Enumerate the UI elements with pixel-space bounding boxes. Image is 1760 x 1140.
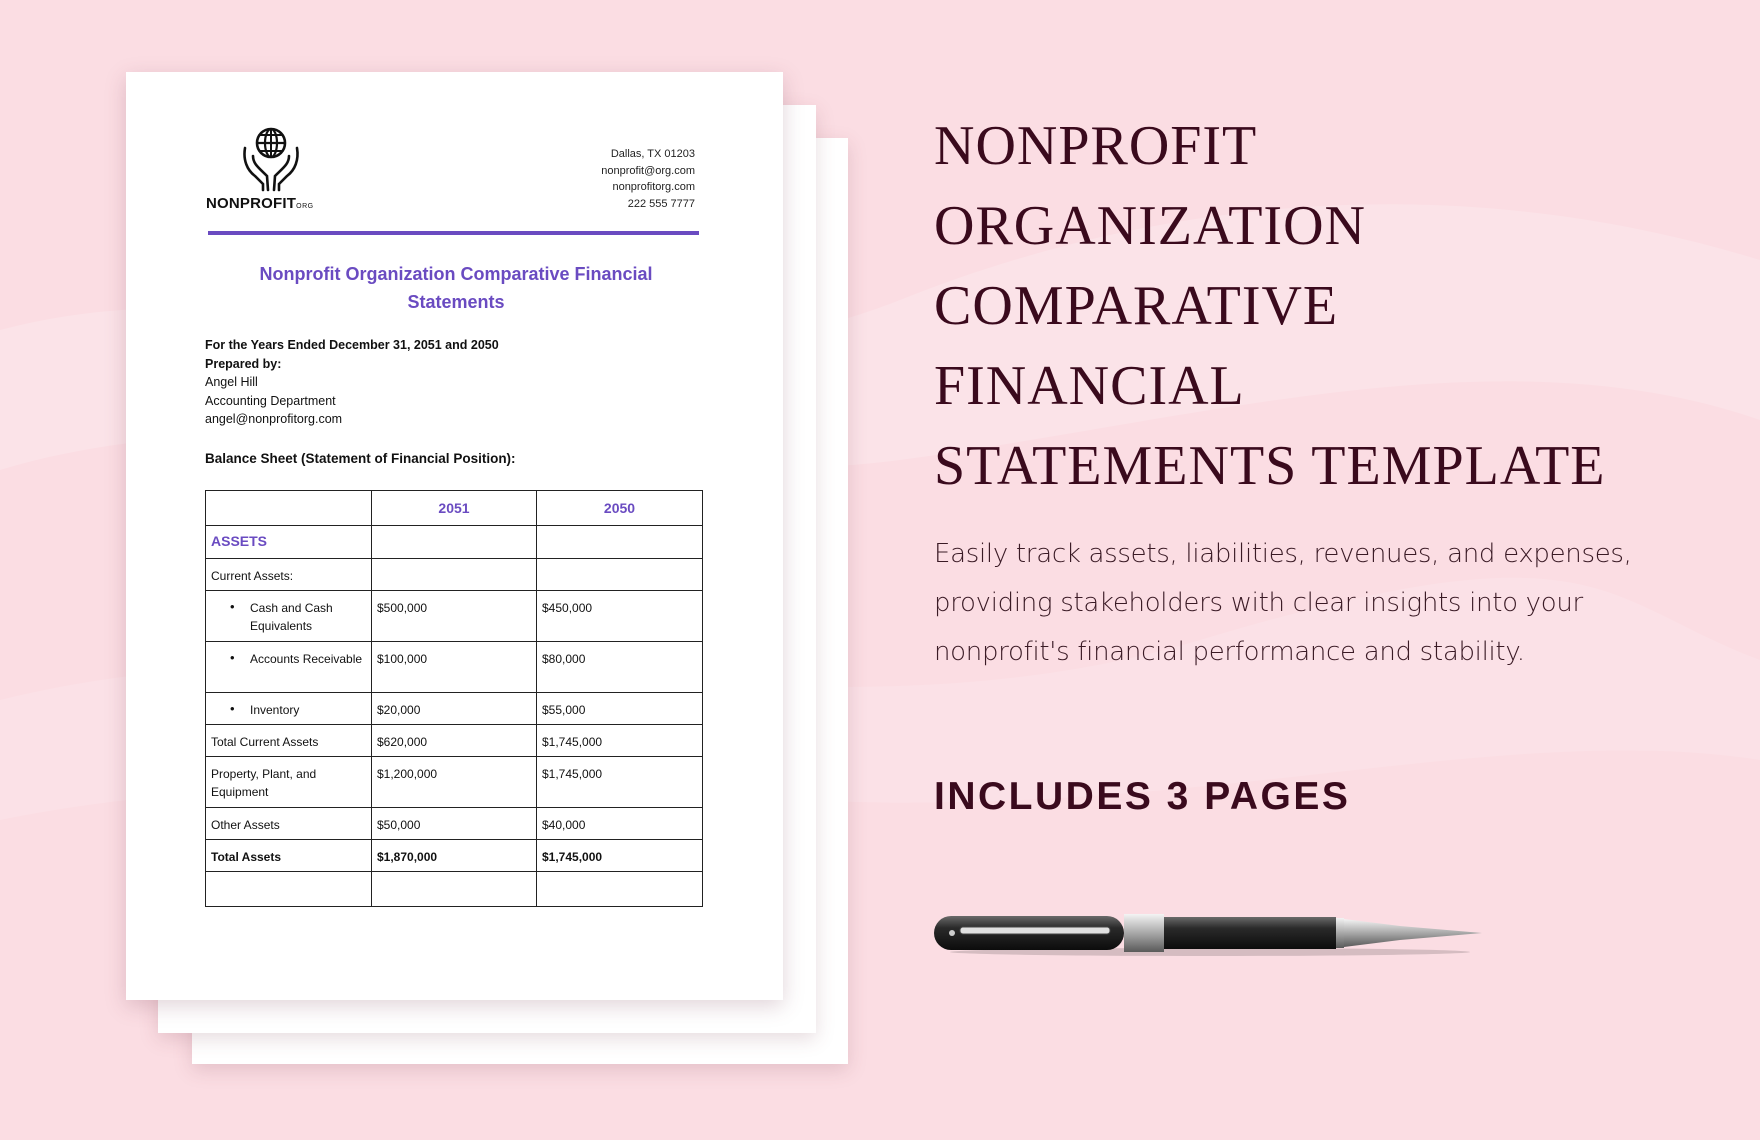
preparer-name: Angel Hill [205,375,258,389]
balance-sheet-heading: Balance Sheet (Statement of Financial Position): [205,451,516,466]
value-2051: $1,200,000 [372,757,537,808]
header-divider [208,231,699,235]
table-row [206,808,703,840]
period-label: For the Years Ended December 31, 2051 and 2050 [205,338,499,352]
row-label: Property, Plant, and Equipment [206,757,372,808]
table-row [206,693,703,725]
value-2050: $40,000 [537,808,703,840]
value-2051: $50,000 [372,808,537,840]
table-row [206,840,703,872]
header-year-2050: 2050 [537,491,703,526]
description-line: providing stakeholders with clear insights into your [934,588,1583,618]
table-row [206,757,703,808]
headline-line: COMPARATIVE [934,275,1339,337]
contact-address: Dallas, TX 01203 [610,148,695,160]
table-cell-empty [206,872,372,907]
document-title: Nonprofit Organization Comparative Financial Statements [259,264,653,312]
table-cell-empty [372,559,537,591]
value-2051: $20,000 [372,693,537,725]
table-cell-empty [372,526,537,559]
value-2050: $1,745,000 [537,725,703,757]
pen-image [930,908,1486,958]
table-row [206,725,703,757]
promo-description [934,530,1634,677]
headline-line: STATEMENTS TEMPLATE [934,435,1606,497]
logo-wordmark: NONPROFITORG [206,195,314,212]
document-meta [205,336,499,429]
value-2050: $1,745,000 [537,757,703,808]
description-line: Easily track assets, liabilities, revenues, and expenses, [934,539,1632,569]
assets-label: ASSETS [206,526,372,559]
headline-line: NONPROFIT [934,115,1258,177]
contact-block [601,146,695,212]
value-2051: $1,870,000 [372,840,537,872]
table-cell-empty [537,559,703,591]
table-row [206,526,703,559]
row-label: • Cash and Cash Equivalents [206,591,372,642]
globe-hands-logo-icon [241,126,301,192]
headline-line: ORGANIZATION [934,195,1366,257]
description-line: nonprofit's financial performance and stability. [934,637,1525,667]
value-2050: $55,000 [537,693,703,725]
table-row [206,872,703,907]
balance-sheet-table [205,490,703,907]
table-row [206,591,703,642]
contact-email: nonprofit@org.com [601,164,695,177]
preparer-email: angel@nonprofitorg.com [205,412,343,426]
table-cell-empty [372,872,537,907]
promo-headline [934,106,1724,506]
value-2050: $450,000 [537,591,703,642]
preparer-department: Accounting Department [205,393,336,408]
table-row [206,642,703,693]
row-label: • Inventory [206,693,372,725]
value-2051: $100,000 [372,642,537,693]
header-year-2051: 2051 [372,491,537,526]
row-label: Other Assets [206,808,372,840]
row-label: Total Assets [206,840,372,872]
value-2050: $1,745,000 [537,840,703,872]
row-label: • Accounts Receivable [206,642,372,693]
table-cell-empty [537,872,703,907]
table-cell-empty [537,526,703,559]
includes-pages-label: INCLUDES 3 PAGES [934,775,1351,818]
header-label-cell [206,491,372,526]
contact-website: nonprofitorg.com [612,181,695,193]
headline-line: FINANCIAL [934,355,1245,417]
current-assets-label: Current Assets: [206,559,372,591]
row-label: Total Current Assets [206,725,372,757]
contact-phone: 222 555 7777 [627,197,695,210]
table-row [206,559,703,591]
value-2051: $500,000 [372,591,537,642]
value-2050: $80,000 [537,642,703,693]
prepared-by-label: Prepared by: [205,356,282,371]
table-header-row [206,491,703,526]
value-2051: $620,000 [372,725,537,757]
document-page [126,72,783,1000]
